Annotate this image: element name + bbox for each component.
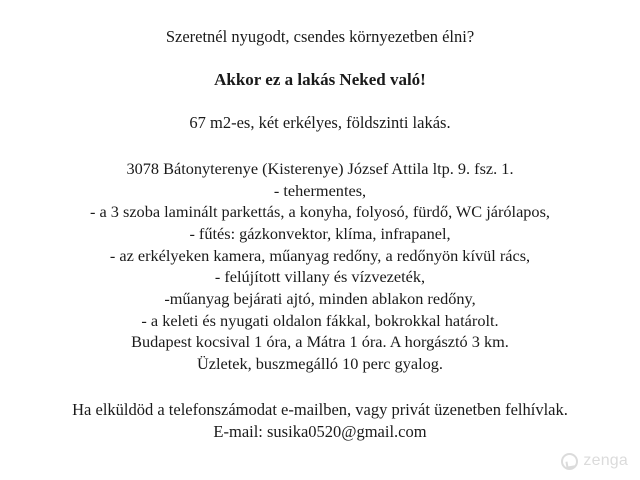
zenga-watermark	[561, 452, 628, 470]
detail-line: - tehermentes,	[273, 180, 367, 200]
detail-line: Budapest kocsival 1 óra, a Mátra 1 óra. A horgásztó 3 km.	[131, 332, 509, 352]
spacer	[14, 92, 626, 112]
detail-line-address: 3078 Bátonyterenye (Kisterenye) József Attila ltp. 9. fsz. 1.	[126, 158, 514, 178]
property-details	[14, 158, 626, 375]
detail-line: - a 3 szoba laminált parkettás, a konyha, folyosó, fürdő, WC járólapos,	[90, 202, 550, 222]
detail-line: - a keleti és nyugati oldalon fákkal, bokrokkal határolt.	[141, 310, 499, 330]
detail-line: -műanyag bejárati ajtó, minden ablakon redőny,	[164, 289, 476, 309]
contact-instruction: Ha elküldöd a telefonszámodat e-mailben, vagy privát üzenetben felhívlak.	[72, 399, 568, 419]
zenga-logo-icon	[561, 453, 578, 470]
detail-line: - az erkélyeken kamera, műanyag redőny, a redőnyön kívül rács,	[109, 245, 531, 265]
detail-line: - fűtés: gázkonvektor, klíma, infrapanel,	[189, 224, 451, 243]
headline: Akkor ez a lakás Neked való!	[214, 70, 426, 90]
property-summary: 67 m2-es, két erkélyes, földszinti lakás.	[189, 112, 451, 132]
spacer	[14, 375, 626, 399]
contact-email: E-mail: susika0520@gmail.com	[213, 422, 427, 442]
detail-line: Üzletek, buszmegálló 10 perc gyalog.	[197, 354, 443, 374]
detail-line: - felújított villany és vízvezeték,	[214, 267, 426, 287]
intro-question: Szeretnél nyugodt, csendes környezetben élni?	[165, 27, 475, 46]
spacer	[14, 48, 626, 68]
watermark-label: zenga	[583, 452, 628, 469]
spacer	[14, 134, 626, 158]
